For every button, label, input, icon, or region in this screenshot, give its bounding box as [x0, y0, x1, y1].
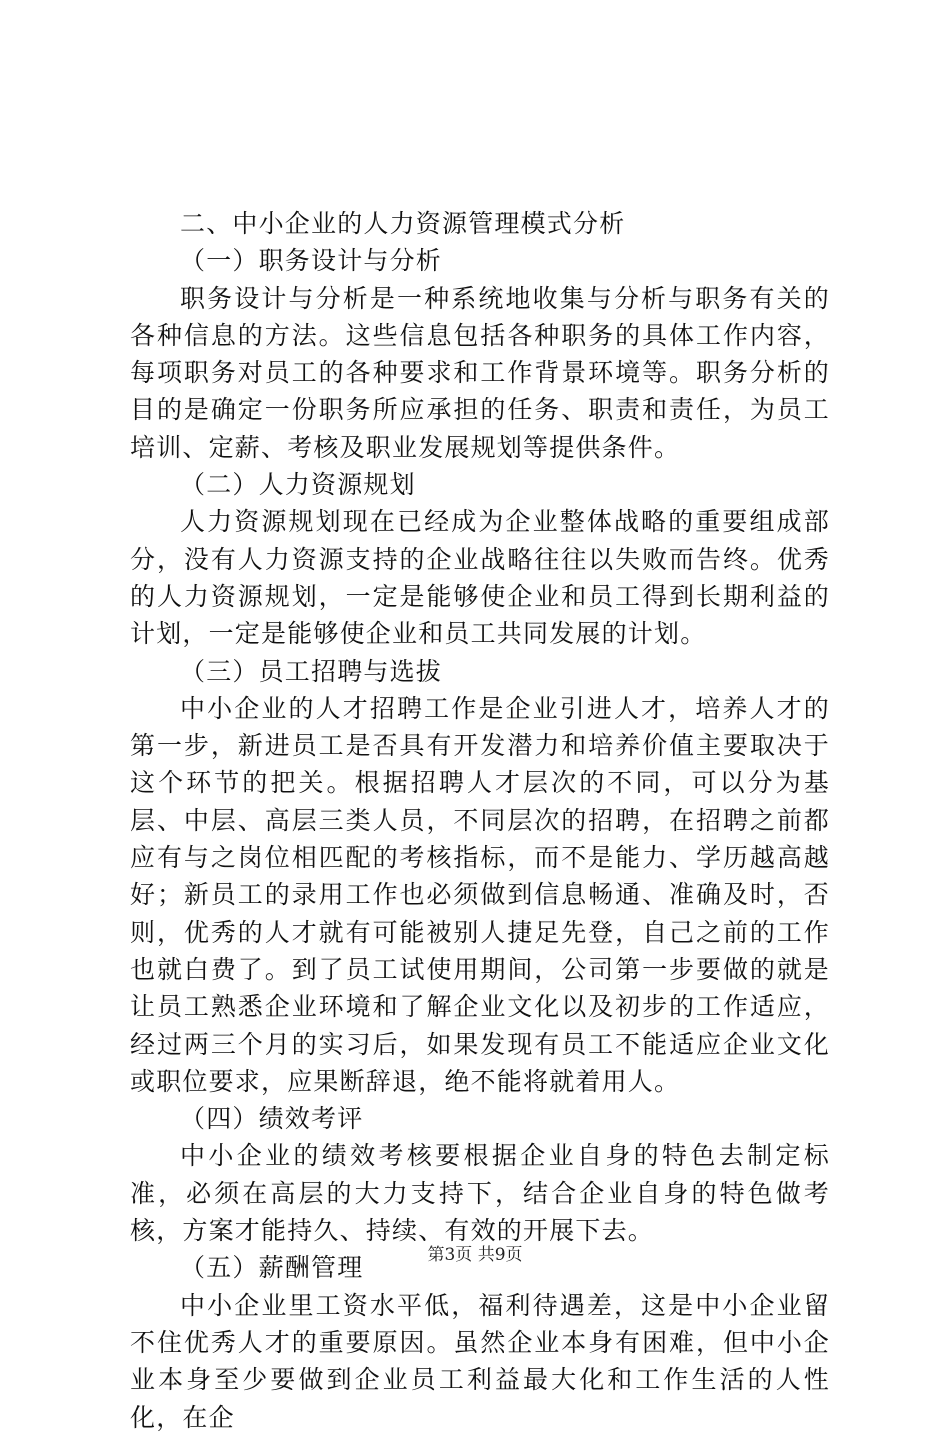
subsection-heading-5: （五）薪酬管理 [180, 1253, 364, 1283]
subsection-heading-2: （二）人力资源规划 [180, 470, 416, 500]
paragraph-5: 中小企业里工资水平低，福利待遇差，这是中小企业留不住优秀人才的重要原因。虽然企业本身有困难，但中小企业本身至少要做到企业员工利益最大化和工作生活的人性化，在企 [130, 1290, 830, 1432]
paragraph-1: 职务设计与分析是一种系统地收集与分析与职务有关的各种信息的方法。这些信息包括各种职务的具体工作内容，每项职务对员工的各种要求和工作背景环境等。职务分析的目的是确定一份职务所应承担的任务、职责和责任，为员工培训、定薪、考核及职业发展规划等提供条件。 [130, 283, 830, 462]
section-title: 二、中小企业的人力资源管理模式分析 [180, 209, 626, 238]
paragraph-4: 中小企业的绩效考核要根据企业自身的特色去制定标准，必须在高层的大力支持下，结合企业自身的特色做考核，方案才能持久、持续、有效的开展下去。 [130, 1141, 830, 1246]
subsection-heading-4: （四）绩效考评 [180, 1104, 364, 1134]
page-number-footer: 第3页 共9页 [427, 1245, 523, 1265]
paragraph-3: 中小企业的人才招聘工作是企业引进人才，培养人才的第一步，新进员工是否具有开发潜力和培养价值主要取决于这个环节的把关。根据招聘人才层次的不同，可以分为基层、中层、高层三类人员，不同层次的招聘，在招聘之前都应有与之岗位相匹配的考核指标，而不是能力、学历越高越好；新员工的录用工作也必须做到信息畅通、准确及时，否则，优秀的人才就有可能被别人捷足先登，自己之前的工作也就白费了。到了员工试使用期间，公司第一步要做的就是让员工熟悉企业环境和了解企业文化以及初步的工作适应，经过两三个月的实习后，如果发现有员工不能适应企业文化或职位要求，应果断辞退，绝不能将就着用人。 [130, 693, 830, 1096]
paragraph-2: 人力资源规划现在已经成为企业整体战略的重要组成部分，没有人力资源支持的企业战略往往以失败而告终。优秀的人力资源规划，一定是能够使企业和员工得到长期利益的计划，一定是能够使企业和员工共同发展的计划。 [130, 507, 830, 649]
subsection-heading-3: （三）员工招聘与选拔 [180, 656, 443, 686]
subsection-heading-1: （一）职务设计与分析 [180, 246, 443, 276]
